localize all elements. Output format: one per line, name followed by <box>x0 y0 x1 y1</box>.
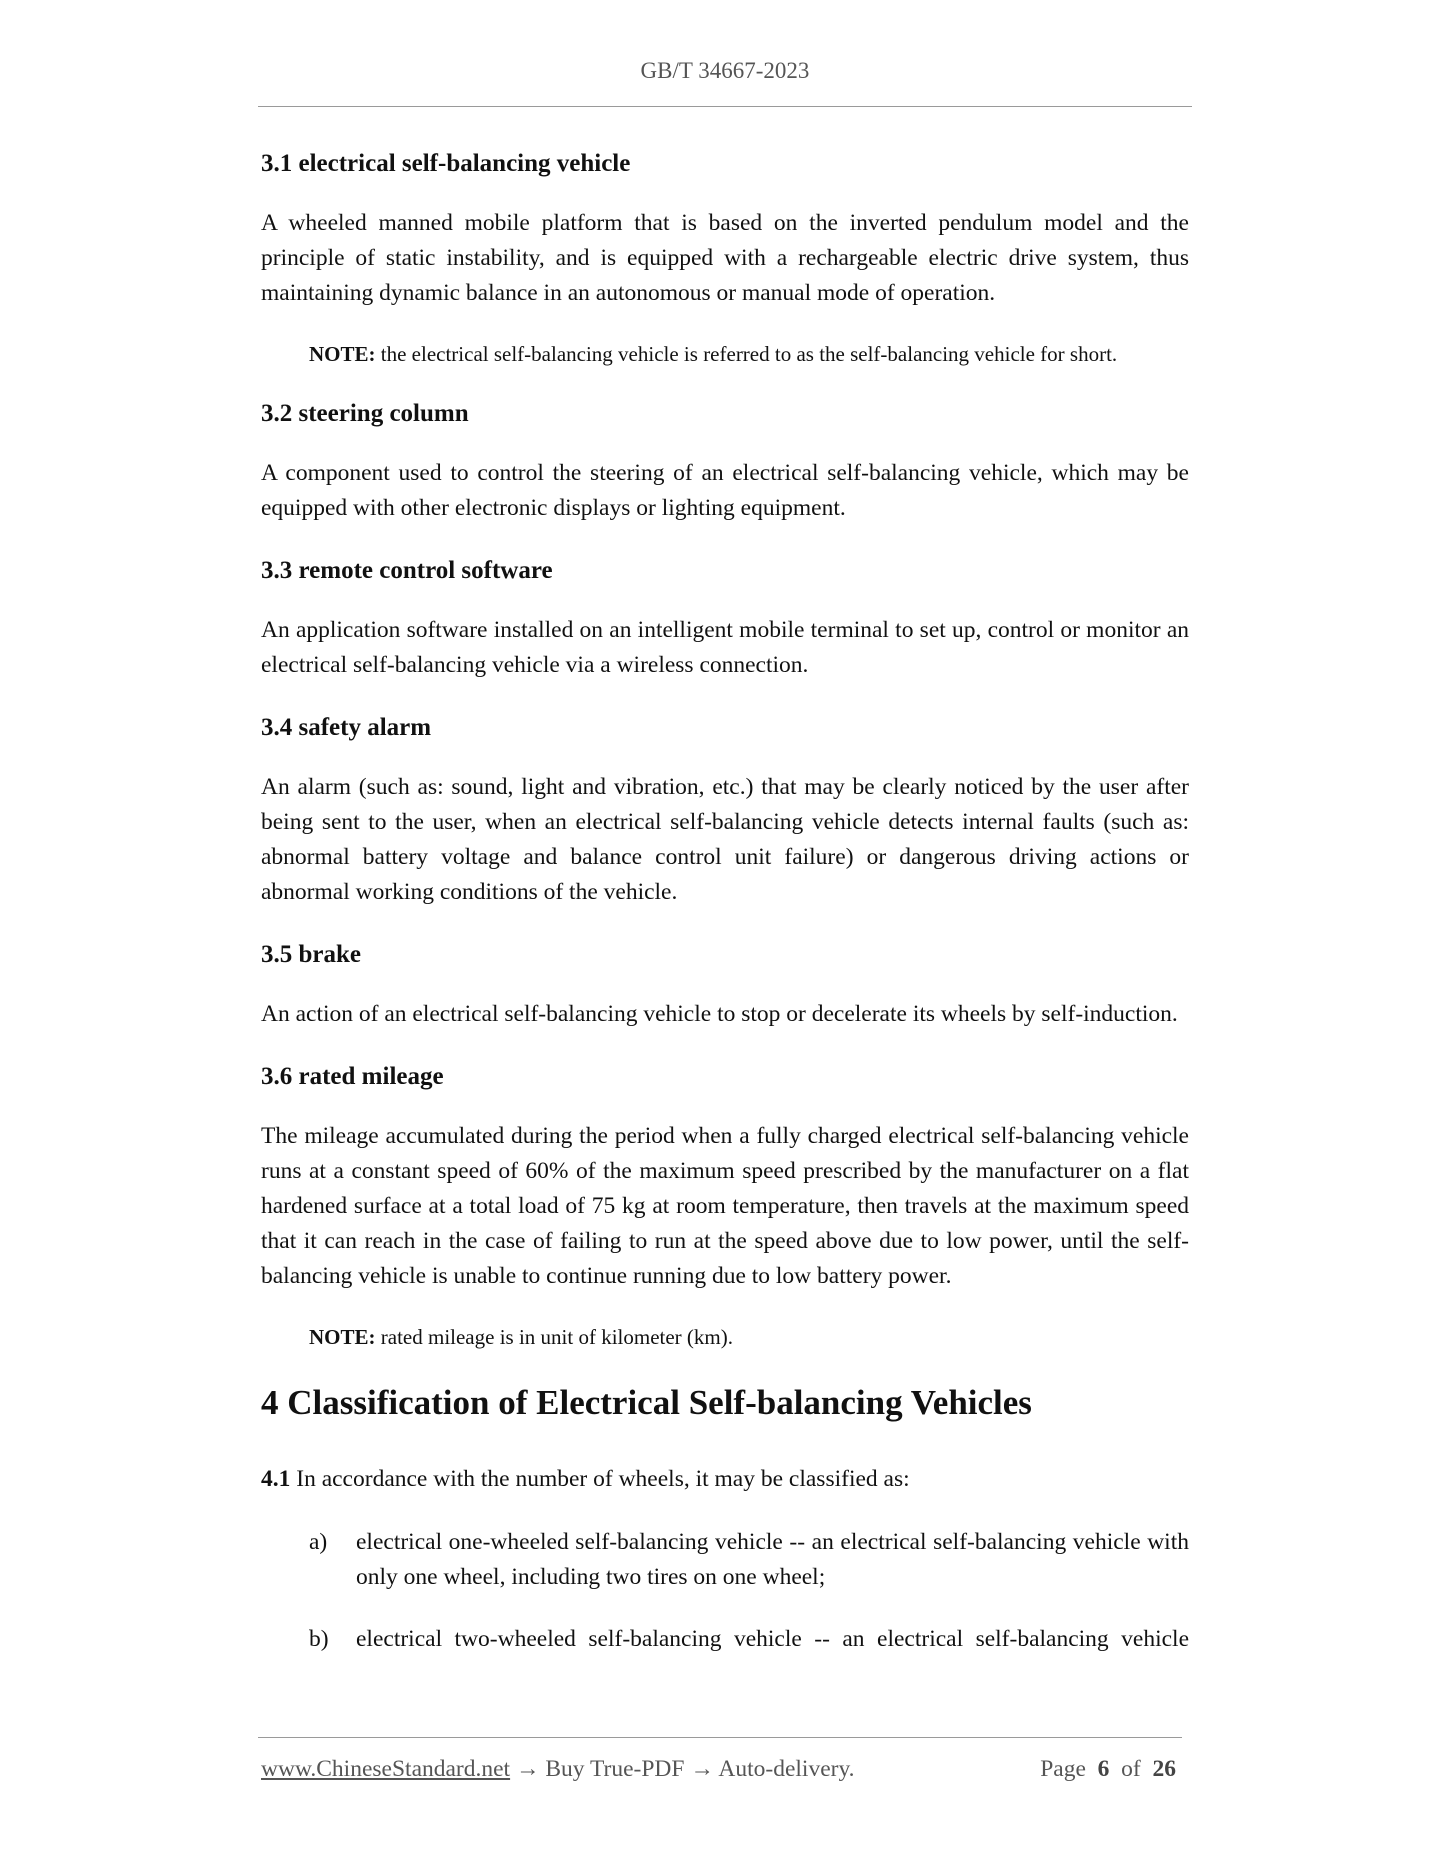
header-divider <box>258 106 1192 107</box>
term-title: 3.6 rated mileage <box>261 1063 444 1090</box>
term-title: 3.3 remote control software <box>261 557 553 584</box>
term-3-6 <box>261 1060 1189 1352</box>
term-title: 3.4 safety alarm <box>261 714 432 741</box>
page-number: 6 <box>1097 1756 1110 1782</box>
list-item-b <box>309 1622 1189 1657</box>
list-marker: a) <box>309 1529 328 1555</box>
term-definition: A component used to control the steering of an electrical self-balancing vehicle, which may be equipped with other electronic displays or lighting equipment. <box>261 460 1189 521</box>
total-pages: 26 <box>1152 1756 1176 1782</box>
term-3-1 <box>261 147 1189 369</box>
term-definition: An action of an electrical self-balancing vehicle to stop or decelerate its wheels by self-induction. <box>261 1001 1178 1027</box>
term-title: 3.5 brake <box>261 941 361 968</box>
term-3-5 <box>261 938 1189 1032</box>
list-item-a <box>309 1525 1189 1595</box>
page-label: Page <box>1040 1756 1086 1782</box>
section-4-title: 4 Classification of Electrical Self-balancing Vehicles <box>261 1383 1032 1422</box>
clause-text: In accordance with the number of wheels, it may be classified as: <box>290 1466 910 1492</box>
list-text: electrical two-wheeled self-balancing vehicle -- an electrical self-balancing vehicle <box>356 1626 1189 1652</box>
list-marker: b) <box>309 1626 329 1652</box>
clause-4-1 <box>261 1462 1189 1497</box>
term-3-3 <box>261 554 1189 683</box>
clause-number: 4.1 <box>261 1466 291 1492</box>
of-label: of <box>1121 1756 1141 1782</box>
page-counter <box>1040 1756 1176 1783</box>
promo-text: → Buy True-PDF → Auto-delivery. <box>510 1756 855 1782</box>
term-note <box>309 1322 1189 1352</box>
term-definition: An alarm (such as: sound, light and vibration, etc.) that may be clearly noticed by the user after being sent to the user, when an electrical self-balancing vehicle detects internal faults (such as: abnormal battery voltage and balance control unit failure) or dangerous driving actions or abnormal working conditions of the vehicle. <box>261 774 1189 905</box>
term-title: 3.1 electrical self-balancing vehicle <box>261 150 631 177</box>
footer-divider <box>258 1737 1182 1738</box>
site-link[interactable]: www.ChineseStandard.net <box>261 1756 511 1782</box>
term-note <box>309 339 1189 369</box>
note-label: NOTE: <box>309 342 376 366</box>
list-text: electrical one-wheeled self-balancing vehicle -- an electrical self-balancing vehicle with only one wheel, including two tires on one wheel; <box>356 1529 1189 1590</box>
term-title: 3.2 steering column <box>261 400 469 427</box>
note-label: NOTE: <box>309 1325 376 1349</box>
term-definition: A wheeled manned mobile platform that is based on the inverted pendulum model and the principle of static instability, and is equipped with a rechargeable electric drive system, thus maintaining dynamic balance in an autonomous or manual mode of operation. <box>261 210 1189 306</box>
footer-promo <box>261 1756 855 1783</box>
note-text: rated mileage is in unit of kilometer (km). <box>375 1325 733 1349</box>
term-definition: An application software installed on an intelligent mobile terminal to set up, control or monitor an electrical self-balancing vehicle via a wireless connection. <box>261 617 1189 678</box>
note-text: the electrical self-balancing vehicle is referred to as the self-balancing vehicle for short. <box>375 342 1118 366</box>
term-3-4 <box>261 711 1189 910</box>
page-header: GB/T 34667-2023 <box>640 58 810 83</box>
term-3-2 <box>261 397 1189 526</box>
document-body <box>261 147 1189 1684</box>
term-definition: The mileage accumulated during the period when a fully charged electrical self-balancing vehicle runs at a constant speed of 60% of the maximum speed prescribed by the manufacturer on a flat hardened surface at a total load of 75 kg at room temperature, then travels at the maximum speed that it can reach in the case of failing to run at the speed above due to low power, until the self-balancing vehicle is unable to continue running due to low battery power. <box>261 1123 1189 1289</box>
